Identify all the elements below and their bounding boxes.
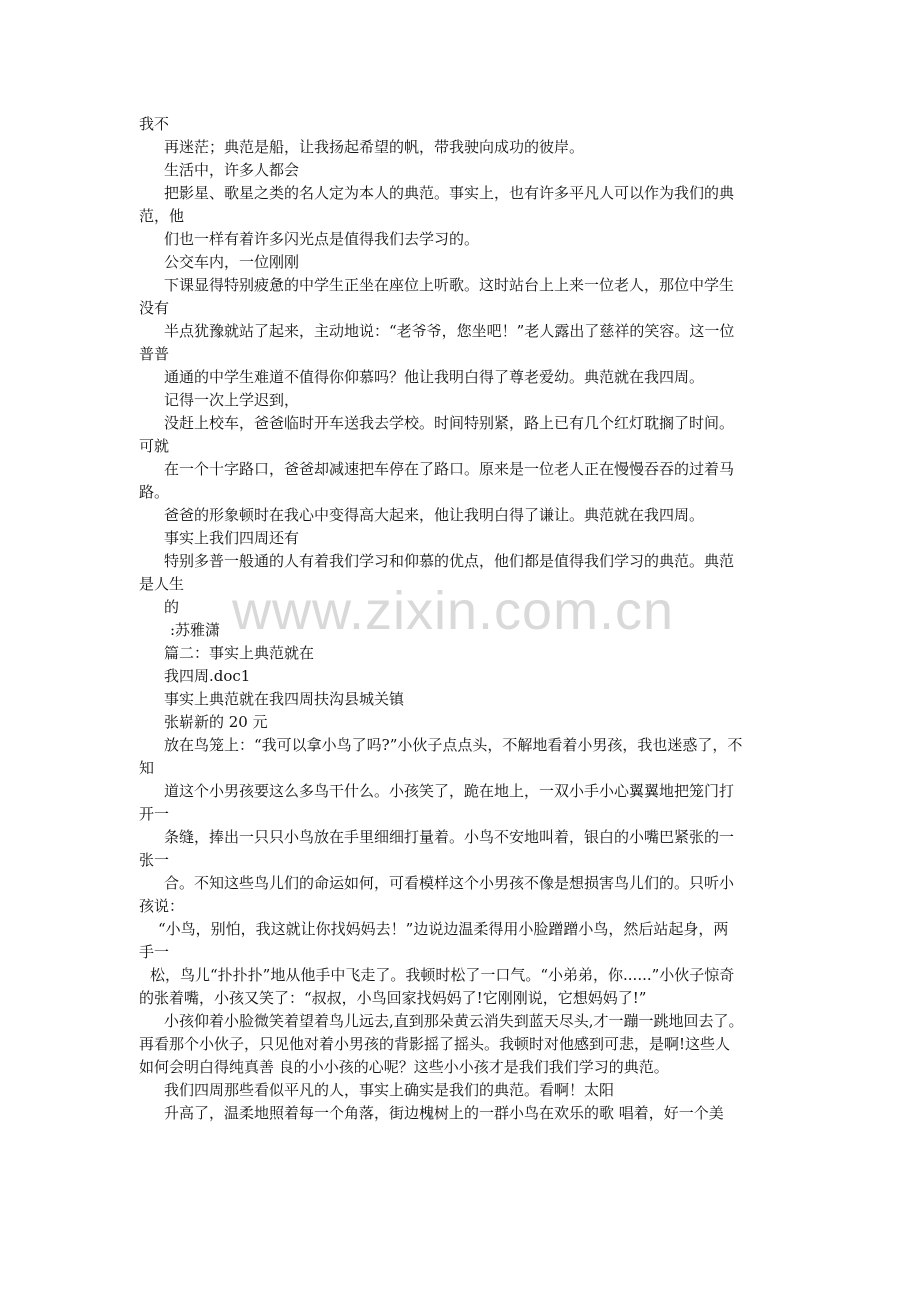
text-line: 事实上我们四周还有 <box>164 529 300 547</box>
text-line: 开一 <box>139 805 170 823</box>
text-line: 合。不知这些鸟儿们的命运如何，可看模样这个小男孩不像是想损害鸟儿们的。只听小 <box>164 874 735 892</box>
text-line: 没有 <box>139 299 170 317</box>
text-line: 半点犹豫就站了起来，主动地说：“老爷爷，您坐吧！”老人露出了慈祥的笑容。这一位 <box>164 322 735 340</box>
text-line: 手一 <box>139 943 170 961</box>
text-line: 孩说： <box>139 897 185 915</box>
text-line: 范，他 <box>139 207 185 225</box>
text-line: 通通的中学生难道不值得你仰慕吗？他让我明白得了尊老爱幼。典范就在我四周。 <box>164 368 705 386</box>
text-line: 知 <box>139 759 155 777</box>
text-line: 松，鸟儿“扑扑扑”地从他手中飞走了。我顿时松了一口气。“小弟弟，你......”小伙子惊奇 <box>150 966 735 984</box>
text-line: “小鸟，别怕，我这就让你找妈妈去！”边说边温柔得用小脸蹭蹭小鸟，然后站起身，两 <box>158 920 729 938</box>
text-line: 特别多普一般通的人有着我们学习和仰慕的优点，他们都是值得我们学习的典范。典范 <box>164 552 735 570</box>
text-line: 如何会明白得纯真善 良的小小孩的心呢？这些小小孩才是我们我们学习的典范。 <box>139 1058 669 1076</box>
text-line: 路。 <box>139 483 170 501</box>
text-line: 公交车内，一位刚刚 <box>164 253 300 271</box>
text-line: 我四周.doc1 <box>164 667 251 685</box>
text-line: 把影星、歌星之类的名人定为本人的典范。事实上，也有许多平凡人可以作为我们的典 <box>164 184 735 202</box>
text-line: 升高了，温柔地照着每一个角落，街边槐树上的一群小鸟在欢乐的歌 唱着，好一个美 <box>164 1104 724 1122</box>
text-line: 条缝，捧出一只只小鸟放在手里细细打量着。小鸟不安地叫着，银白的小嘴巴紧张的一 <box>164 828 735 846</box>
text-line: 张一 <box>139 851 170 869</box>
text-line: :苏雅潇 <box>170 621 221 639</box>
text-line: 篇二：事实上典范就在 <box>164 644 315 662</box>
text-line: 生活中，许多人都会 <box>164 161 300 179</box>
text-line: 放在鸟笼上：“我可以拿小鸟了吗?”小伙子点点头，不解地看着小男孩，我也迷惑了，不 <box>164 736 743 754</box>
text-line: 在一个十字路口，爸爸却减速把车停在了路口。原来是一位老人正在慢慢吞吞的过着马 <box>164 460 735 478</box>
text-line: 道这个小男孩要这么多鸟干什么。小孩笑了，跪在地上，一双小手小心翼翼地把笼门打 <box>164 782 735 800</box>
watermark: www.zixin.com.cn <box>232 581 675 641</box>
text-line: 再看那个小伙子，只见他对着小男孩的背影摇了摇头。我顿时对他感到可悲，是啊!这些人 <box>139 1035 731 1053</box>
text-line: 普普 <box>139 345 170 363</box>
text-line: 记得一次上学迟到， <box>164 391 300 409</box>
text-line: 可就 <box>139 437 170 455</box>
text-line: 的 <box>164 598 180 616</box>
text-line: 再迷茫；典范是船，让我扬起希望的帆，带我驶向成功的彼岸。 <box>164 138 585 156</box>
text-line: 没赶上校车，爸爸临时开车送我去学校。时间特别紧，路上已有几个红灯耽搁了时间。 <box>164 414 735 432</box>
text-line: 我们四周那些看似平凡的人，事实上确实是我们的典范。看啊！太阳 <box>164 1081 615 1099</box>
text-line: 们也一样有着许多闪光点是值得我们去学习的。 <box>164 230 480 248</box>
text-line: 的张着嘴，小孩又笑了：“叔叔，小鸟回家找妈妈了!它刚刚说，它想妈妈了!” <box>139 989 647 1007</box>
text-line: 事实上典范就在我四周扶沟县城关镇 <box>164 690 405 708</box>
text-line: 下课显得特别疲惫的中学生正坐在座位上听歌。这时站台上上来一位老人，那位中学生 <box>164 276 735 294</box>
text-line: 爸爸的形象顿时在我心中变得高大起来，他让我明白得了谦让。典范就在我四周。 <box>164 506 705 524</box>
text-line: 张崭新的 20 元 <box>164 713 268 731</box>
text-line: 小孩仰着小脸微笑着望着鸟儿远去,直到那朵黄云消失到蓝天尽头,才一蹦一跳地回去了。 <box>164 1012 744 1030</box>
text-line: 我不 <box>139 115 170 133</box>
text-line: 是人生 <box>139 575 185 593</box>
